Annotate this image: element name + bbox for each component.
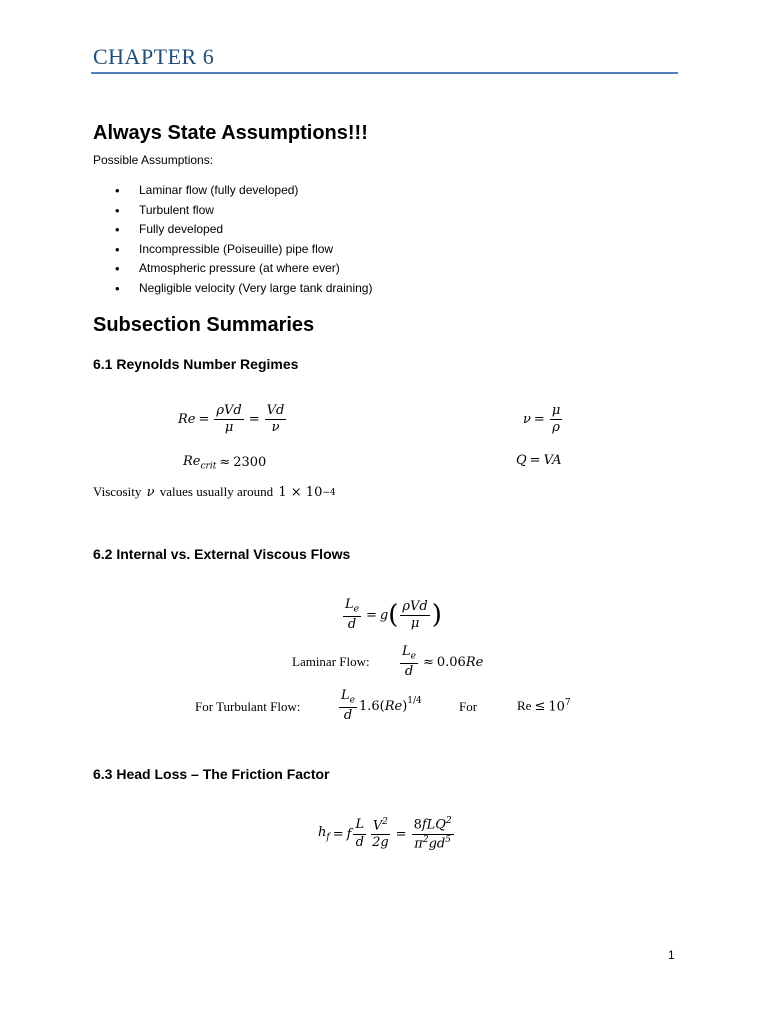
list-item: • Negligible velocity (Very large tank draining) <box>115 279 372 299</box>
section-6-1-heading: 6.1 Reynolds Number Regimes <box>93 356 299 372</box>
list-item: • Incompressible (Poiseuille) pipe flow <box>115 240 372 260</box>
turbulent-entrance-equation: $\frac{L_e}{d}$ 1.6 ( Re ) $^{1/4}$ <box>341 688 422 724</box>
viscosity-note: Viscosity ν values usually around 1 × 10 −4 <box>93 484 336 500</box>
viscosity-note-text: values usually around <box>159 484 274 499</box>
section-6-2-heading: 6.2 Internal vs. External Viscous Flows <box>93 546 351 562</box>
assumptions-subtitle: Possible Assumptions: <box>93 153 214 167</box>
turbulent-coefficient: 1.6 <box>358 698 380 714</box>
laminar-flow-label: Laminar Flow: <box>292 654 370 669</box>
for-label: For <box>459 699 478 714</box>
chapter-title: CHAPTER 6 <box>93 44 215 69</box>
darcy-weisbach-equation: $h_f$ = f $\frac{L}{d}$ $\frac{V^2}{2g}$ = $\frac{8fLQ^2}{\pi^2gd^5}$ <box>318 816 452 851</box>
list-item: • Turbulent flow <box>115 201 372 221</box>
reynolds-limit-condition: Re ≤ $10^7$ <box>517 698 571 715</box>
laminar-coefficient: 0.06 <box>436 654 466 670</box>
summaries-heading: Subsection Summaries <box>93 314 315 336</box>
assumptions-list <box>115 181 372 298</box>
list-item: • Laminar flow (fully developed) <box>115 181 372 201</box>
entrance-length-equation: $\frac{L_e}{d}$ = g ( $\frac{\text{ρVd}}{\mu}$ ) <box>345 597 442 633</box>
page-number: 1 <box>668 948 675 962</box>
reynolds-number-equation: Re = $\frac{\text{ρVd}}{\mu}$ = $\frac{Vd}{\nu}$ <box>178 403 285 436</box>
flow-rate-equation: Q = VA <box>516 453 562 468</box>
section-6-3-heading: 6.3 Head Loss – The Friction Factor <box>93 766 330 782</box>
list-item: • Fully developed <box>115 220 372 240</box>
critical-reynolds-value: 2300 <box>233 455 267 471</box>
laminar-entrance-equation: $\frac{L_e}{d}$ ≈ 0.06 Re <box>402 644 484 680</box>
assumptions-heading: Always State Assumptions!!! <box>93 122 368 144</box>
critical-reynolds-equation: $Re_{crit}$ ≈ 2300 <box>183 454 267 472</box>
turbulent-flow-label: For Turbulant Flow: <box>195 699 301 714</box>
reynolds-label: Re <box>517 698 532 714</box>
viscosity-note-label: Viscosity <box>93 484 142 499</box>
header-rule <box>91 72 678 74</box>
kinematic-viscosity-equation: ν = $\frac{\mu}{\rho}$ <box>523 403 561 436</box>
list-item: • Atmospheric pressure (at where ever) <box>115 259 372 279</box>
